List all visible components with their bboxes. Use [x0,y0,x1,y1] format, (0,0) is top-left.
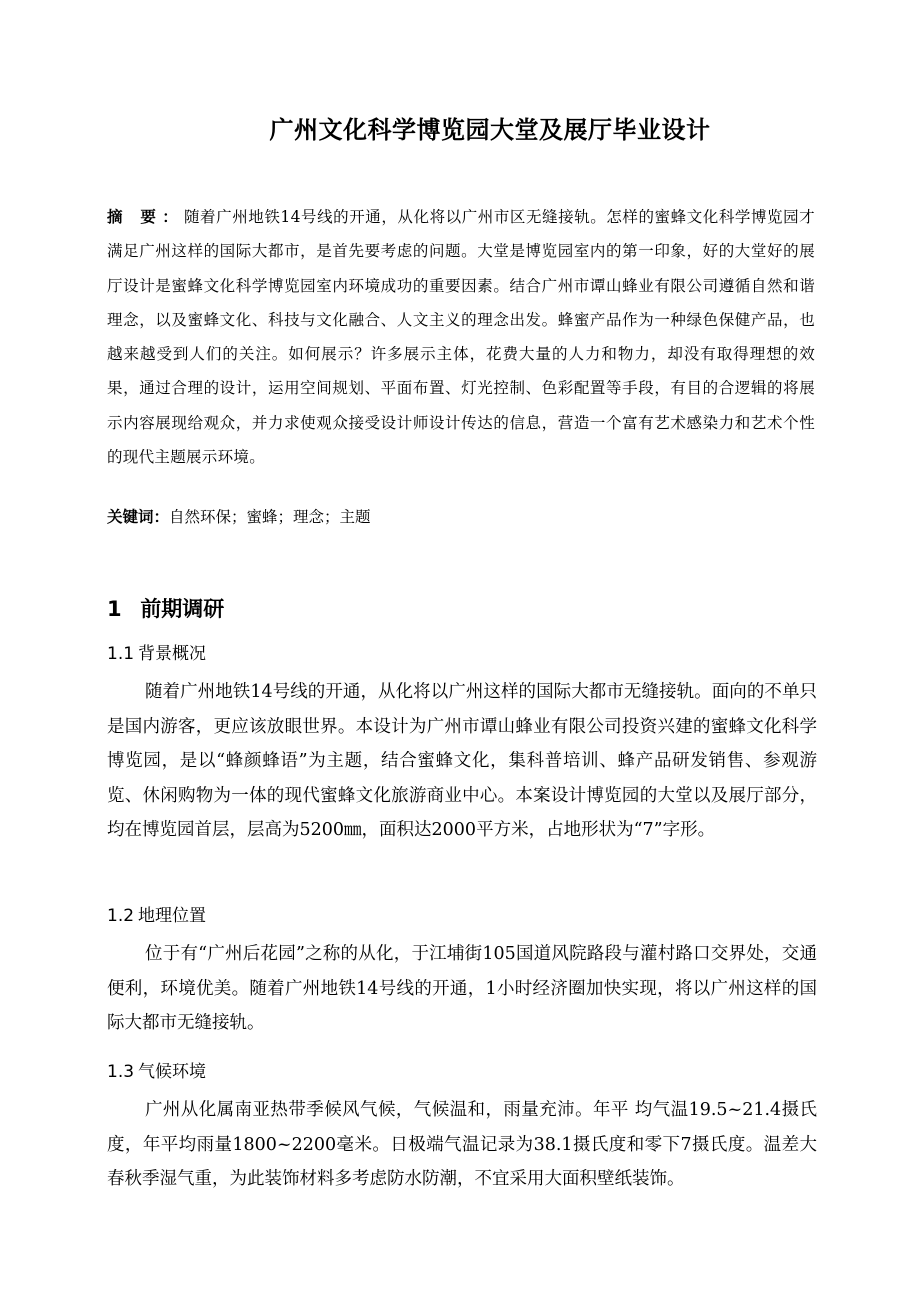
abstract-text: 随着广州地铁14号线的开通，从化将以广州市区无缝接轨。怎样的蜜蜂文化科学博览园才满足广州这样的国际大都市，是首先要考虑的问题。大堂是博览园室内的第一印象，好的大堂好的展厅设计是蜜蜂文化科学博览园室内环境成功的重要因素。结合广州市谭山蜂业有限公司遵循自然和谐理念，以及蜜蜂文化、科技与文化融合、人文主义的理念出发。蜂蜜产品作为一种绿色保健产品，也越来越受到人们的关注。如何展示？许多展示主体，花费大量的人力和物力，却没有取得理想的效果，通过合理的设计，运用空间规划、平面布置、灯光控制、色彩配置等手段，有目的合逻辑的将展示内容展现给观众，并力求使观众接受设计师设计传达的信息，营造一个富有艺术感染力和艺术个性的现代主题展示环境。 [107,208,815,467]
abstract-label: 摘 要： [107,208,184,226]
subsection-title: 背景概况 [138,644,207,664]
subsection-number: 1.3 [107,1062,135,1082]
section-title: 前期调研 [140,597,225,621]
document-title: 广州文化科学博览园大堂及展厅毕业设计 [269,116,711,144]
section-number: 1 [107,597,122,621]
subsection-heading-1-2 [107,902,206,930]
paragraph-background: 随着广州地铁14号线的开通，从化将以广州这样的国际大都市无缝接轨。面向的不单只是国内游客，更应该放眼世界。本设计为广州市谭山蜂业有限公司投资兴建的蜜蜂文化科学博览园，是以“蜂颜蜂语”为主题，结合蜜蜂文化，集科普培训、蜂产品研发销售、参观游览、休闲购物为一体的现代蜜蜂文化旅游商业中心。本案设计博览园的大堂以及展厅部分，均在博览园首层，层高为5200㎜，面积达2000平方米，占地形状为“7”字形。 [107,682,817,840]
keywords-text: 自然环保；蜜蜂；理念；主题 [169,508,371,526]
subsection-title: 气候环境 [138,1062,207,1082]
paragraph-location: 位于有“广州后花园”之称的从化，于江埔街105国道风院路段与灌村路口交界处，交通便利，环境优美。随着广州地铁14号线的开通，1小时经济圈加快实现，将以广州这样的国际大都市无缝接轨。 [107,944,817,1033]
subsection-number: 1.2 [107,906,135,926]
keywords-line [107,500,815,534]
section-heading-1 [107,592,224,626]
paragraph-climate: 广州从化属南亚热带季候风气候，气候温和，雨量充沛。年平 均气温19.5~21.4摄氏度，年平均雨量1800~2200毫米。日极端气温记录为38.1摄氏度和零下7摄氏度。温差大春秋季湿气重，为此装饰材料多考虑防水防潮，不宜采用大面积壁纸装饰。 [107,1100,817,1189]
subsection-title: 地理位置 [138,906,207,926]
keywords-label: 关键词： [107,508,170,526]
abstract-paragraph [107,200,815,474]
subsection-heading-1-3 [107,1058,206,1086]
subsection-number: 1.1 [107,644,135,664]
subsection-heading-1-1 [107,640,206,668]
